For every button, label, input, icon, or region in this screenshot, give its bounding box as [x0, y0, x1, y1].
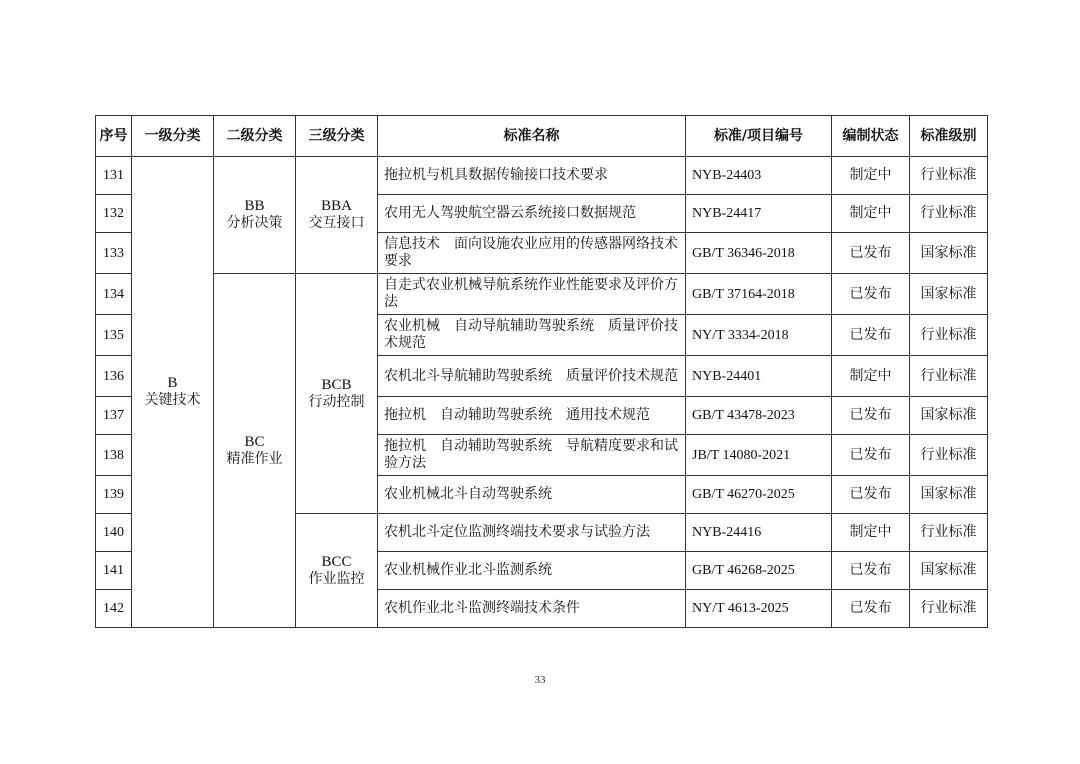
- level3-bba-name: 交互接口: [308, 215, 365, 231]
- row-status: 已发布: [832, 552, 910, 590]
- row-name: 农用无人驾驶航空器云系统接口数据规范: [378, 195, 686, 233]
- row-code: NYB-24417: [686, 195, 832, 233]
- level3-bba-code: BBA: [321, 198, 352, 214]
- level3-bcc-code: BCC: [321, 553, 352, 570]
- row-level: 行业标准: [910, 356, 988, 397]
- level2-bb-cell: [214, 157, 296, 274]
- header-seq: 序号: [96, 116, 132, 157]
- page-number: 33: [534, 674, 546, 686]
- row-seq: 136: [96, 356, 132, 397]
- level3-bcb-name: 行动控制: [308, 393, 365, 410]
- row-name: 信息技术 面向设施农业应用的传感器网络技术要求: [378, 233, 686, 274]
- header-level: 标准级别: [910, 116, 988, 157]
- row-name: 拖拉机与机具数据传输接口技术要求: [378, 157, 686, 195]
- level2-bb-code: BB: [244, 198, 265, 214]
- row-code: GB/T 37164-2018: [686, 274, 832, 315]
- row-seq: 135: [96, 315, 132, 356]
- row-seq: 142: [96, 590, 132, 628]
- row-level: 国家标准: [910, 233, 988, 274]
- row-seq: 139: [96, 476, 132, 514]
- row-status: 制定中: [832, 514, 910, 552]
- row-code: GB/T 46270-2025: [686, 476, 832, 514]
- level1-code: B: [167, 375, 178, 391]
- row-level: 行业标准: [910, 590, 988, 628]
- row-level: 国家标准: [910, 397, 988, 435]
- row-seq: 133: [96, 233, 132, 274]
- header-name: 标准名称: [378, 116, 686, 157]
- row-status: 已发布: [832, 233, 910, 274]
- row-name: 自走式农业机械导航系统作业性能要求及评价方法: [378, 274, 686, 315]
- row-code: NYB-24401: [686, 356, 832, 397]
- row-level: 行业标准: [910, 315, 988, 356]
- row-name: 农机作业北斗监测终端技术条件: [378, 590, 686, 628]
- level3-bcc-name: 作业监控: [308, 570, 365, 587]
- row-status: 已发布: [832, 590, 910, 628]
- row-name: 农机北斗定位监测终端技术要求与试验方法: [378, 514, 686, 552]
- table-row: [96, 274, 988, 315]
- level1-name: 关键技术: [144, 392, 201, 408]
- level3-bcb-code: BCB: [321, 376, 352, 393]
- row-status: 制定中: [832, 195, 910, 233]
- row-name: 拖拉机 自动辅助驾驶系统 导航精度要求和试验方法: [378, 435, 686, 476]
- standards-table: [95, 115, 988, 628]
- row-code: GB/T 43478-2023: [686, 397, 832, 435]
- row-level: 行业标准: [910, 514, 988, 552]
- table-row: [96, 157, 988, 195]
- row-name: 农机北斗导航辅助驾驶系统 质量评价技术规范: [378, 356, 686, 397]
- row-seq: 132: [96, 195, 132, 233]
- row-name: 农业机械 自动导航辅助驾驶系统 质量评价技术规范: [378, 315, 686, 356]
- row-code: GB/T 46268-2025: [686, 552, 832, 590]
- row-seq: 140: [96, 514, 132, 552]
- row-status: 制定中: [832, 157, 910, 195]
- row-level: 行业标准: [910, 435, 988, 476]
- row-status: 已发布: [832, 435, 910, 476]
- header-code: 标准/项目编号: [686, 116, 832, 157]
- row-code: GB/T 36346-2018: [686, 233, 832, 274]
- row-name: 农业机械作业北斗监测系统: [378, 552, 686, 590]
- row-code: NY/T 3334-2018: [686, 315, 832, 356]
- row-level: 国家标准: [910, 552, 988, 590]
- row-status: 已发布: [832, 476, 910, 514]
- header-level1: 一级分类: [132, 116, 214, 157]
- row-seq: 131: [96, 157, 132, 195]
- level2-bc-code: BC: [244, 433, 265, 450]
- row-code: NYB-24416: [686, 514, 832, 552]
- level2-bc-cell: [214, 274, 296, 628]
- row-status: 已发布: [832, 315, 910, 356]
- header-level3: 三级分类: [296, 116, 378, 157]
- row-code: NYB-24403: [686, 157, 832, 195]
- row-status: 制定中: [832, 356, 910, 397]
- row-name: 拖拉机 自动辅助驾驶系统 通用技术规范: [378, 397, 686, 435]
- row-name: 农业机械北斗自动驾驶系统: [378, 476, 686, 514]
- row-seq: 137: [96, 397, 132, 435]
- row-status: 已发布: [832, 274, 910, 315]
- row-code: NY/T 4613-2025: [686, 590, 832, 628]
- row-level: 行业标准: [910, 195, 988, 233]
- header-level2: 二级分类: [214, 116, 296, 157]
- row-seq: 138: [96, 435, 132, 476]
- row-seq: 141: [96, 552, 132, 590]
- level2-bb-name: 分析决策: [226, 215, 283, 231]
- level3-bcc-cell: [296, 514, 378, 628]
- row-code: JB/T 14080-2021: [686, 435, 832, 476]
- header-status: 编制状态: [832, 116, 910, 157]
- row-seq: 134: [96, 274, 132, 315]
- level3-bcb-cell: [296, 274, 378, 514]
- row-status: 已发布: [832, 397, 910, 435]
- header-row: [96, 116, 988, 157]
- level1-cell: [132, 157, 214, 628]
- row-level: 国家标准: [910, 476, 988, 514]
- level2-bc-name: 精准作业: [226, 450, 283, 467]
- level3-bba-cell: [296, 157, 378, 274]
- row-level: 国家标准: [910, 274, 988, 315]
- row-level: 行业标准: [910, 157, 988, 195]
